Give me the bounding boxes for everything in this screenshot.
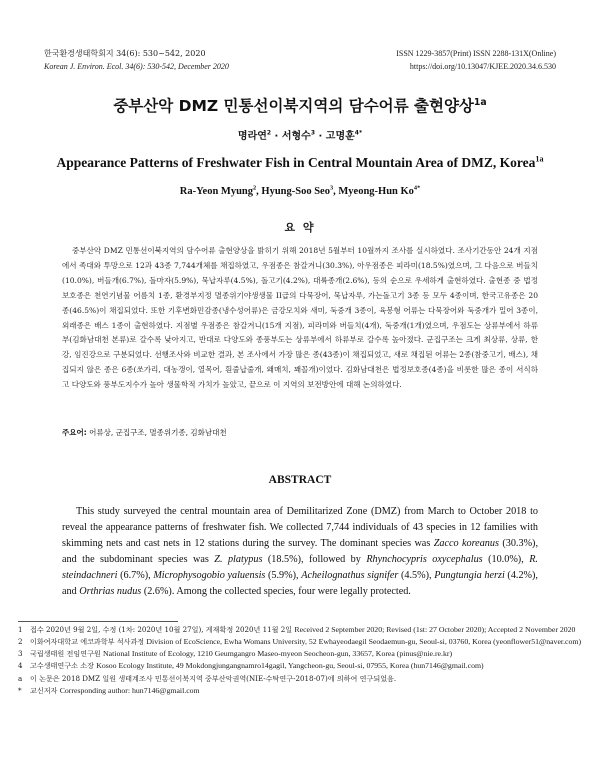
footnote-mark: 2 xyxy=(18,637,23,647)
footnote-text-en: Division of EcoScience, Ewha Womans University, 52 Ewhayeodaegil Seodaemun-gu, Seoul-si, 03760, Korea (yeonflower51@naver.com) xyxy=(146,637,582,647)
paper-title-en-text: Appearance Patterns of Freshwater Fish in Central Mountain Area of DMZ, Korea xyxy=(56,155,536,170)
species-name: Acheilognathus signifer xyxy=(301,569,399,581)
species-name: Pungtungia herzi xyxy=(434,569,505,581)
abstract-text: (5.9%), xyxy=(265,569,302,581)
author-affiliation-mark: 4* xyxy=(413,184,421,192)
footnote-item xyxy=(18,648,582,660)
paper-title-en-sup: 1a xyxy=(535,154,544,164)
keywords xyxy=(62,427,538,438)
footnote-text-ko: 고수생태연구소 소장 xyxy=(30,661,94,671)
author-affiliation-mark: 3 xyxy=(310,129,316,137)
abstract-text: (10.0%), xyxy=(482,553,530,565)
footnote-item xyxy=(18,685,582,697)
author-affiliation-mark: 3 xyxy=(329,184,334,192)
paper-title-ko-sup: 1a xyxy=(473,96,487,108)
author-name-en: Ra-Yeon Myung xyxy=(179,186,253,197)
footnote-text xyxy=(30,660,582,672)
footnote-divider xyxy=(18,621,178,622)
author-name-ko: 고명훈 xyxy=(325,131,355,142)
footnote-text-en: Corresponding author: hun7146@gmail.com xyxy=(59,685,200,695)
abstract-en-heading: ABSTRACT xyxy=(268,474,332,486)
footnote-item xyxy=(18,636,582,648)
author-separator: , xyxy=(333,186,339,197)
footnote-text-ko: 국립생태원 전임연구원 xyxy=(30,649,101,659)
journal-citation-en: Korean J. Environ. Ecol. 34(6): 530-542, December 2020 xyxy=(44,62,229,71)
species-name: Orthrias nudus xyxy=(79,585,142,597)
abstract-ko-heading: 요 약 xyxy=(284,221,316,234)
species-name: Zacco koreanus xyxy=(433,537,499,549)
footnote-mark: a xyxy=(18,673,23,683)
author-name-en: Myeong-Hun Ko xyxy=(338,186,414,197)
footnote-text xyxy=(30,624,582,636)
author-affiliation-mark: 2 xyxy=(253,184,257,192)
footnote-text xyxy=(30,685,582,697)
species-name: R. steindachneri xyxy=(62,553,538,581)
footnote-mark: 1 xyxy=(18,625,23,634)
footnote-text-en: National Institute of Ecology, 1210 Geumgangro Maseo-myeon Seocheon-gun, 33657, Korea (pinus@nie.re.kr) xyxy=(103,649,453,659)
abstract-text: (4.5%), xyxy=(398,569,435,581)
author-name-ko: 서형수 xyxy=(281,131,311,142)
keywords-text: 어류상, 군집구조, 멸종위기종, 김화남대천 xyxy=(86,428,227,437)
species-name: Rhynchocypris oxycephalus xyxy=(366,553,483,565)
footnote-item xyxy=(18,624,582,636)
keywords-label: 주요어: xyxy=(62,428,87,437)
footnote-text-en: Kosoo Ecology Institute, 49 Mokdongjungangnamro14gagil, Yangcheon-gu, Seoul-si, 07955, Korea (hun7146@gmail.com) xyxy=(96,661,484,671)
journal-identifiers xyxy=(396,47,556,73)
abstract-ko-body: 중부산악 DMZ 민통선이북지역의 담수어류 출현양상을 밝히기 위해 2018년 5월부터 10월까지 조사를 실시하였다. 조사기간동안 24개 지점에서 족대와 투망으로 12과 43종 7,744개체를 채집하였고, 우점종은 참갈겨니(30.3%), 아우점종은 피라미(18.5%)였으며, 그 다음으로 버들치(10.0%), 버들개(6.7%), 돌마자(5.9%), 묵납자루(4.5%), 돌고기(4.2%), 대륙종개(2.6%), 등의 순으로 우세하게 출현하였다. 출현종 중 법정보호종은 천연기념물 어름치 1종, 환경부지정 멸종위기야생생물 II급의 다묵장어, 묵납자루, 가는돌고기 3종 등 모두 4종이며, 한국고유종은 20종(46.5%)이 채집되었다. 또한 기후변화민감종(냉수성어류)은 금강모치와 새미, 둑중개 3종이, 육봉형 어류는 다묵장어와 둑중개가 밀어 3종이, 외래종은 배스 1종이 출현하였다. 지점별 우점종은 참갈겨니(15개 지점), 피라미와 버들치(4개), 둑중개(1개)였으며, 우점도는 상류부에서 하류부(김화남대천 본류)로 갈수록 낮아지고, 반대로 다양도와 종풍부도는 상류부에서 하류부로 갈수록 높아졌다. 군집구조는 크게 최상류, 상류, 한강, 임진강으로 구분되었다. 선행조사와 비교한 결과, 본 조사에서 가장 많은 종(43종)이 채집되었고, 새로 채집된 어류는 2종(참중고기, 배스), 채집되지 않은 종은 6종(쏘가리, 대농갱이, 열목어, 흰줄납줄개, 왜매치, 꽤꼴개)이었다. 김화남대천은 법정보호종(4종)을 비롯한 많은 종이 서식하고 다양도와 풍부도지수가 높아 생물학적 가치가 높았고, 끝으로 이 지역의 보전방안에 대해 논의하였다. xyxy=(62,246,538,390)
footnote-mark: 4 xyxy=(18,661,23,671)
footnote-text-en: Received 2 September 2020; Revised (1st: 27 October 2020); Accepted 2 November 2020 xyxy=(294,625,576,634)
footnote-mark: * xyxy=(18,685,22,695)
author-affiliation-mark: 4* xyxy=(354,129,363,137)
footnote-text xyxy=(30,648,582,660)
journal-citation-ko: 한국환경생태학회지 34(6): 530~542, 2020 xyxy=(44,49,206,58)
footnote-text-ko: 이 논문은 2018 DMZ 일원 생태계조사 민통선이북지역 중부산악권역(NIE-수탁연구-2018-07)에 의하여 연구되었음. xyxy=(30,673,397,683)
abstract-en-body xyxy=(62,504,538,599)
paper-title-ko-text: 중부산악 DMZ 민통선이북지역의 담수어류 출현양상 xyxy=(113,97,474,115)
issn-text: ISSN 1229-3857(Print) ISSN 2288-131X(Online) xyxy=(396,49,556,58)
abstract-text: (4.2%), and xyxy=(62,569,538,597)
footnotes xyxy=(18,624,582,697)
footnote-text-ko: 교신저자 xyxy=(30,685,58,695)
abstract-text: (18.5%), followed by xyxy=(262,553,367,565)
footnote-text-ko: 접수 2020년 9월 2일, 수정 (1차: 2020년 10월 27일), 게재확정 2020년 11월 2일 xyxy=(30,625,293,634)
footnote-item xyxy=(18,660,582,672)
footnote-mark: 3 xyxy=(18,649,23,659)
author-name-ko: 명라연 xyxy=(237,131,267,142)
species-name: Z. platypus xyxy=(214,553,263,565)
author-list-en xyxy=(0,186,600,197)
abstract-text: This study surveyed the central mountain area of Demilitarized Zone (DMZ) from March to October 2018 to reveal the appearance patterns of freshwater fish. We collected 7,744 individuals of 43 species in 12 families with skimming nets and cast nets in 12 stations during the survey. The dominant species was xyxy=(62,506,538,549)
author-separator: · xyxy=(271,131,282,142)
paper-title-ko xyxy=(0,94,600,116)
abstract-text: (30.3%), and the subdominant species was xyxy=(62,537,538,565)
species-name: Microphysogobio yaluensis xyxy=(153,569,266,581)
abstract-text: (6.7%), xyxy=(117,569,154,581)
footnote-text xyxy=(30,636,582,648)
paper-title-en xyxy=(0,155,600,171)
author-affiliation-mark: 2 xyxy=(266,129,272,137)
doi-link[interactable]: https://doi.org/10.13047/KJEE.2020.34.6.530 xyxy=(409,62,556,71)
author-separator: · xyxy=(315,131,326,142)
footnote-text xyxy=(30,673,582,685)
footnote-text-ko: 이화여자대학교 에코과학부 석사과정 xyxy=(30,637,145,647)
author-separator: , xyxy=(256,186,262,197)
author-name-en: Hyung-Soo Seo xyxy=(261,186,330,197)
footnote-item xyxy=(18,673,582,685)
author-list-ko xyxy=(0,127,600,142)
journal-citation xyxy=(44,47,229,73)
abstract-text: (2.6%). Among the collected species, four were legally protected. xyxy=(141,585,411,597)
